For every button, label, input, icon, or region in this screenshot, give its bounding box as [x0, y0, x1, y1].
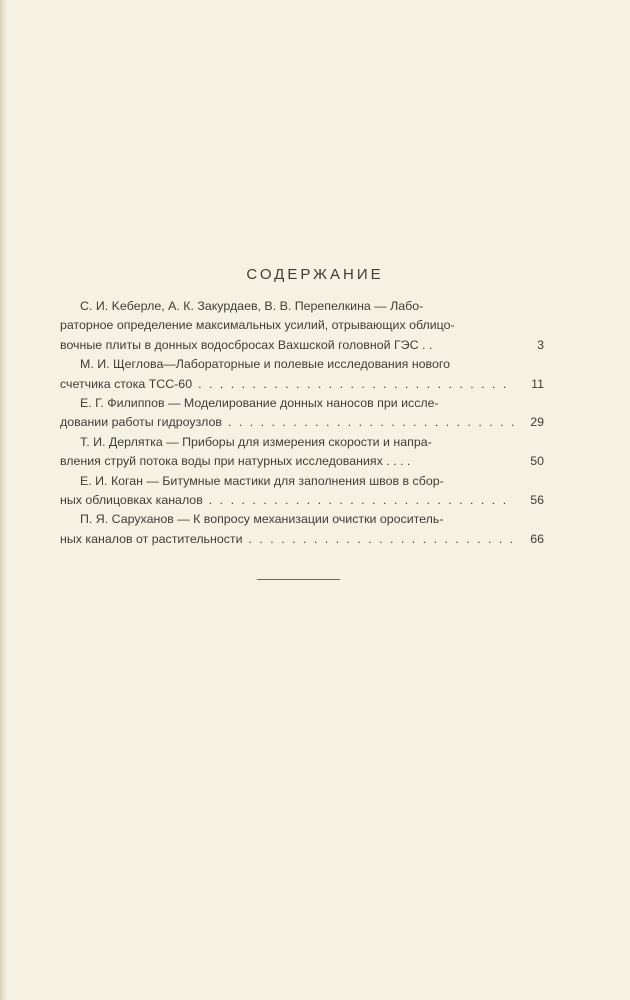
toc-entry-last-line	[60, 530, 544, 549]
toc-entry-line: вления струй потока воды при натурных исследованиях . . . .	[60, 454, 411, 469]
toc-page-number: 56	[530, 492, 544, 507]
toc-entry-line: С. И. Keберле, А. К. Закурдаев, В. В. Перепелкина — Лабо-	[80, 299, 424, 313]
dot-leader	[243, 530, 514, 549]
toc-entry-line: М. И. Щеглова—Лабораторные и полевые исследования нового	[80, 357, 451, 372]
toc-page-number: 50	[530, 454, 544, 469]
toc-entry-line: счетчика стока ТСС-60	[60, 376, 193, 391]
dot-leader	[203, 491, 514, 510]
toc-entry-last-line	[60, 413, 544, 432]
dot-leader	[192, 375, 514, 394]
toc-entry-line: довании работы гидроузлов	[60, 415, 222, 430]
toc-entry-line: ных облицовках каналов	[60, 492, 203, 507]
toc-entry-line: раторное определение максимальных усилий, отрывающих облицо-	[60, 318, 455, 333]
toc-entry	[60, 394, 544, 433]
toc-entry-line: Е. И. Коган — Битумные мастики для заполнения швов в сбор-	[80, 473, 444, 488]
toc-page-number: 11	[531, 376, 544, 391]
toc-page-number: 29	[530, 415, 544, 430]
toc-entry	[60, 355, 544, 394]
divider-rule	[257, 579, 340, 580]
toc-page-number: 3	[537, 337, 544, 352]
toc-entry	[60, 472, 544, 511]
toc-entry-line: вочные плиты в донных водосбросах Вахшской головной ГЭС . .	[60, 337, 433, 352]
toc-entry	[60, 510, 544, 549]
toc-entry	[60, 433, 544, 472]
toc-entry	[60, 297, 544, 355]
table-of-contents	[60, 297, 544, 549]
toc-entry-last-line	[60, 452, 544, 471]
toc-entry-line: ных каналов от растительности	[60, 531, 243, 546]
toc-entry-last-line	[60, 336, 544, 355]
toc-page-number: 66	[530, 531, 544, 546]
dot-leader	[222, 413, 514, 432]
toc-entry-line: Т. И. Дерлятка — Приборы для измерения скорости и напра-	[80, 434, 432, 449]
toc-entry-last-line	[60, 491, 544, 510]
toc-entry-line: П. Я. Саруханов — К вопросу механизации очистки ороситель-	[80, 512, 444, 527]
toc-title: СОДЕРЖАНИЕ	[246, 266, 384, 283]
toc-entry-line: Е. Г. Филиппов — Моделирование донных наносов при иссле-	[80, 395, 439, 410]
toc-entry-last-line	[60, 375, 544, 394]
